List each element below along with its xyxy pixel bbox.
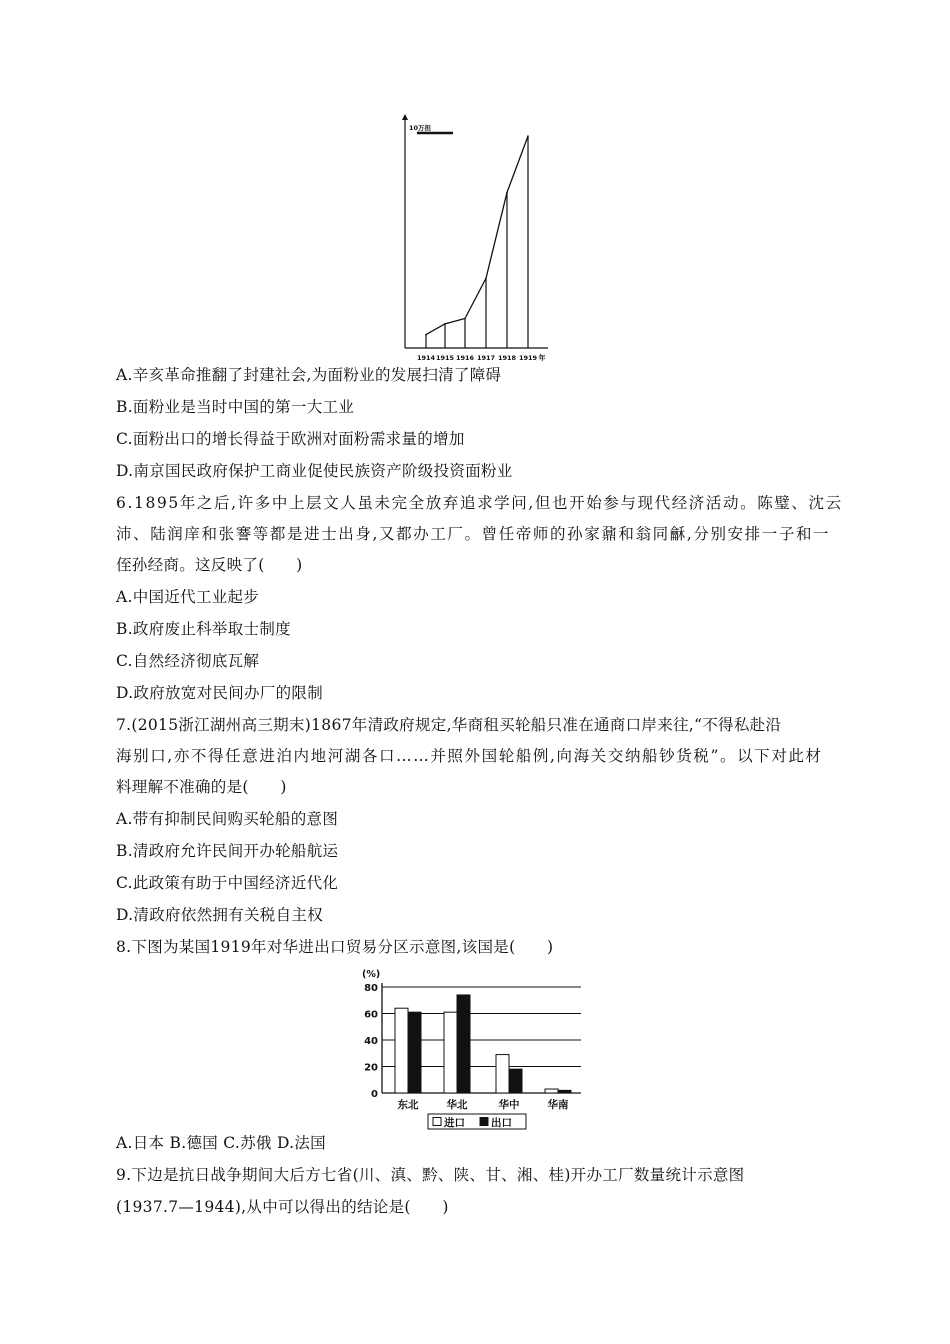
- bar-进口-华南: [545, 1089, 558, 1093]
- data-point-1915: [444, 323, 446, 325]
- x-tick-label-1917: 1917: [476, 354, 496, 362]
- x-tick-label-东北: 东北: [397, 1099, 419, 1111]
- question-6-line-1: 6.1895年之后,许多中上层文人虽未完全放弃追求学问,但也开始参与现代经济活动。陈璧、沈云: [116, 494, 843, 512]
- bar-进口-华中: [496, 1055, 509, 1093]
- bar-出口-华南: [558, 1090, 571, 1093]
- x-tick-label-华中: 华中: [498, 1099, 520, 1111]
- y-tick-label-0: 0: [371, 1089, 378, 1100]
- x-tick-label-1916: 1916: [455, 354, 475, 362]
- x-axis-unit-label: 年: [538, 354, 546, 362]
- x-tick-label-1919: 1919: [518, 354, 538, 362]
- option-6d: D.政府放宽对民间办厂的限制: [116, 684, 324, 702]
- option-5a: A.辛亥革命推翻了封建社会,为面粉业的发展扫清了障碍: [116, 366, 502, 384]
- y-axis-arrow: [402, 114, 408, 120]
- x-tick-label-华南: 华南: [547, 1099, 569, 1111]
- option-7c: C.此政策有助于中国经济近代化: [116, 874, 339, 892]
- question-9-line-1: 9.下边是抗日战争期间大后方七省(川、滇、黔、陕、甘、湘、桂)开办工厂数量统计示意图: [116, 1166, 745, 1184]
- legend-swatch-进口: [433, 1118, 441, 1126]
- question-6-line-2: 沛、陆润庠和张謇等都是进士出身,又都办工厂。曾任帝师的孙家鼐和翁同龢,分别安排一子和一: [116, 525, 831, 543]
- flour-line-chart: [398, 112, 554, 366]
- y-axis-unit-label: (%): [362, 969, 381, 980]
- option-5b: B.面粉业是当时中国的第一大工业: [116, 398, 355, 416]
- y-tick-label-60: 60: [364, 1009, 378, 1021]
- trade-bar-chart: [360, 965, 585, 1130]
- series-line: [426, 136, 528, 334]
- question-6-line-3: 侄孙经商。这反映了( ): [116, 556, 303, 574]
- bar-出口-华北: [457, 995, 470, 1093]
- question-8: 8.下图为某国1919年对华进出口贸易分区示意图,该国是( ): [116, 938, 554, 956]
- data-point-1918: [506, 192, 508, 194]
- option-7b: B.清政府允许民间开办轮船航运: [116, 842, 339, 860]
- data-point-1916: [464, 318, 466, 320]
- x-tick-label-华北: 华北: [446, 1099, 468, 1111]
- y-axis-unit-label: 10万担: [409, 124, 432, 132]
- y-tick-label-40: 40: [364, 1036, 378, 1047]
- question-7-line-1: 7.(2015浙江湖州高三期末)1867年清政府规定,华商租买轮船只准在通商口岸来往,“不得私赴沿: [116, 716, 782, 734]
- y-tick-label-80: 80: [364, 983, 378, 994]
- data-point-1914: [425, 334, 427, 336]
- option-6c: C.自然经济彻底瓦解: [116, 652, 260, 670]
- x-tick-label-1918: 1918: [497, 354, 517, 362]
- option-6b: B.政府废止科举取士制度: [116, 620, 291, 638]
- bar-出口-华中: [509, 1069, 522, 1093]
- bar-进口-东北: [395, 1008, 408, 1093]
- option-5d: D.南京国民政府保护工商业促使民族资产阶级投资面粉业: [116, 462, 513, 480]
- legend-label-进口: 进口: [444, 1117, 465, 1129]
- option-8-choices: A.日本 B.德国 C.苏俄 D.法国: [116, 1134, 326, 1152]
- option-5c: C.面粉出口的增长得益于欧洲对面粉需求量的增加: [116, 430, 465, 448]
- bar-进口-华北: [444, 1012, 457, 1093]
- question-7-line-2: 海别口,亦不得任意进泊内地河湖各口……并照外国轮船例,向海关交纳船钞货税”。以下对此材: [116, 747, 823, 765]
- x-tick-label-1914: 1914: [416, 354, 436, 362]
- option-6a: A.中国近代工业起步: [116, 588, 260, 606]
- data-point-1917: [485, 277, 487, 279]
- option-7d: D.清政府依然拥有关税自主权: [116, 906, 324, 924]
- bar-出口-东北: [408, 1012, 421, 1093]
- question-7-line-3: 料理解不准确的是( ): [116, 778, 287, 796]
- question-9-line-2: (1937.7—1944),从中可以得出的结论是( ): [116, 1198, 449, 1216]
- data-point-1919: [527, 135, 529, 137]
- option-7a: A.带有抑制民间购买轮船的意图: [116, 810, 339, 828]
- legend-swatch-出口: [480, 1118, 488, 1126]
- x-tick-label-1915: 1915: [435, 354, 455, 362]
- y-tick-label-20: 20: [364, 1062, 378, 1074]
- legend-label-出口: 出口: [491, 1117, 512, 1129]
